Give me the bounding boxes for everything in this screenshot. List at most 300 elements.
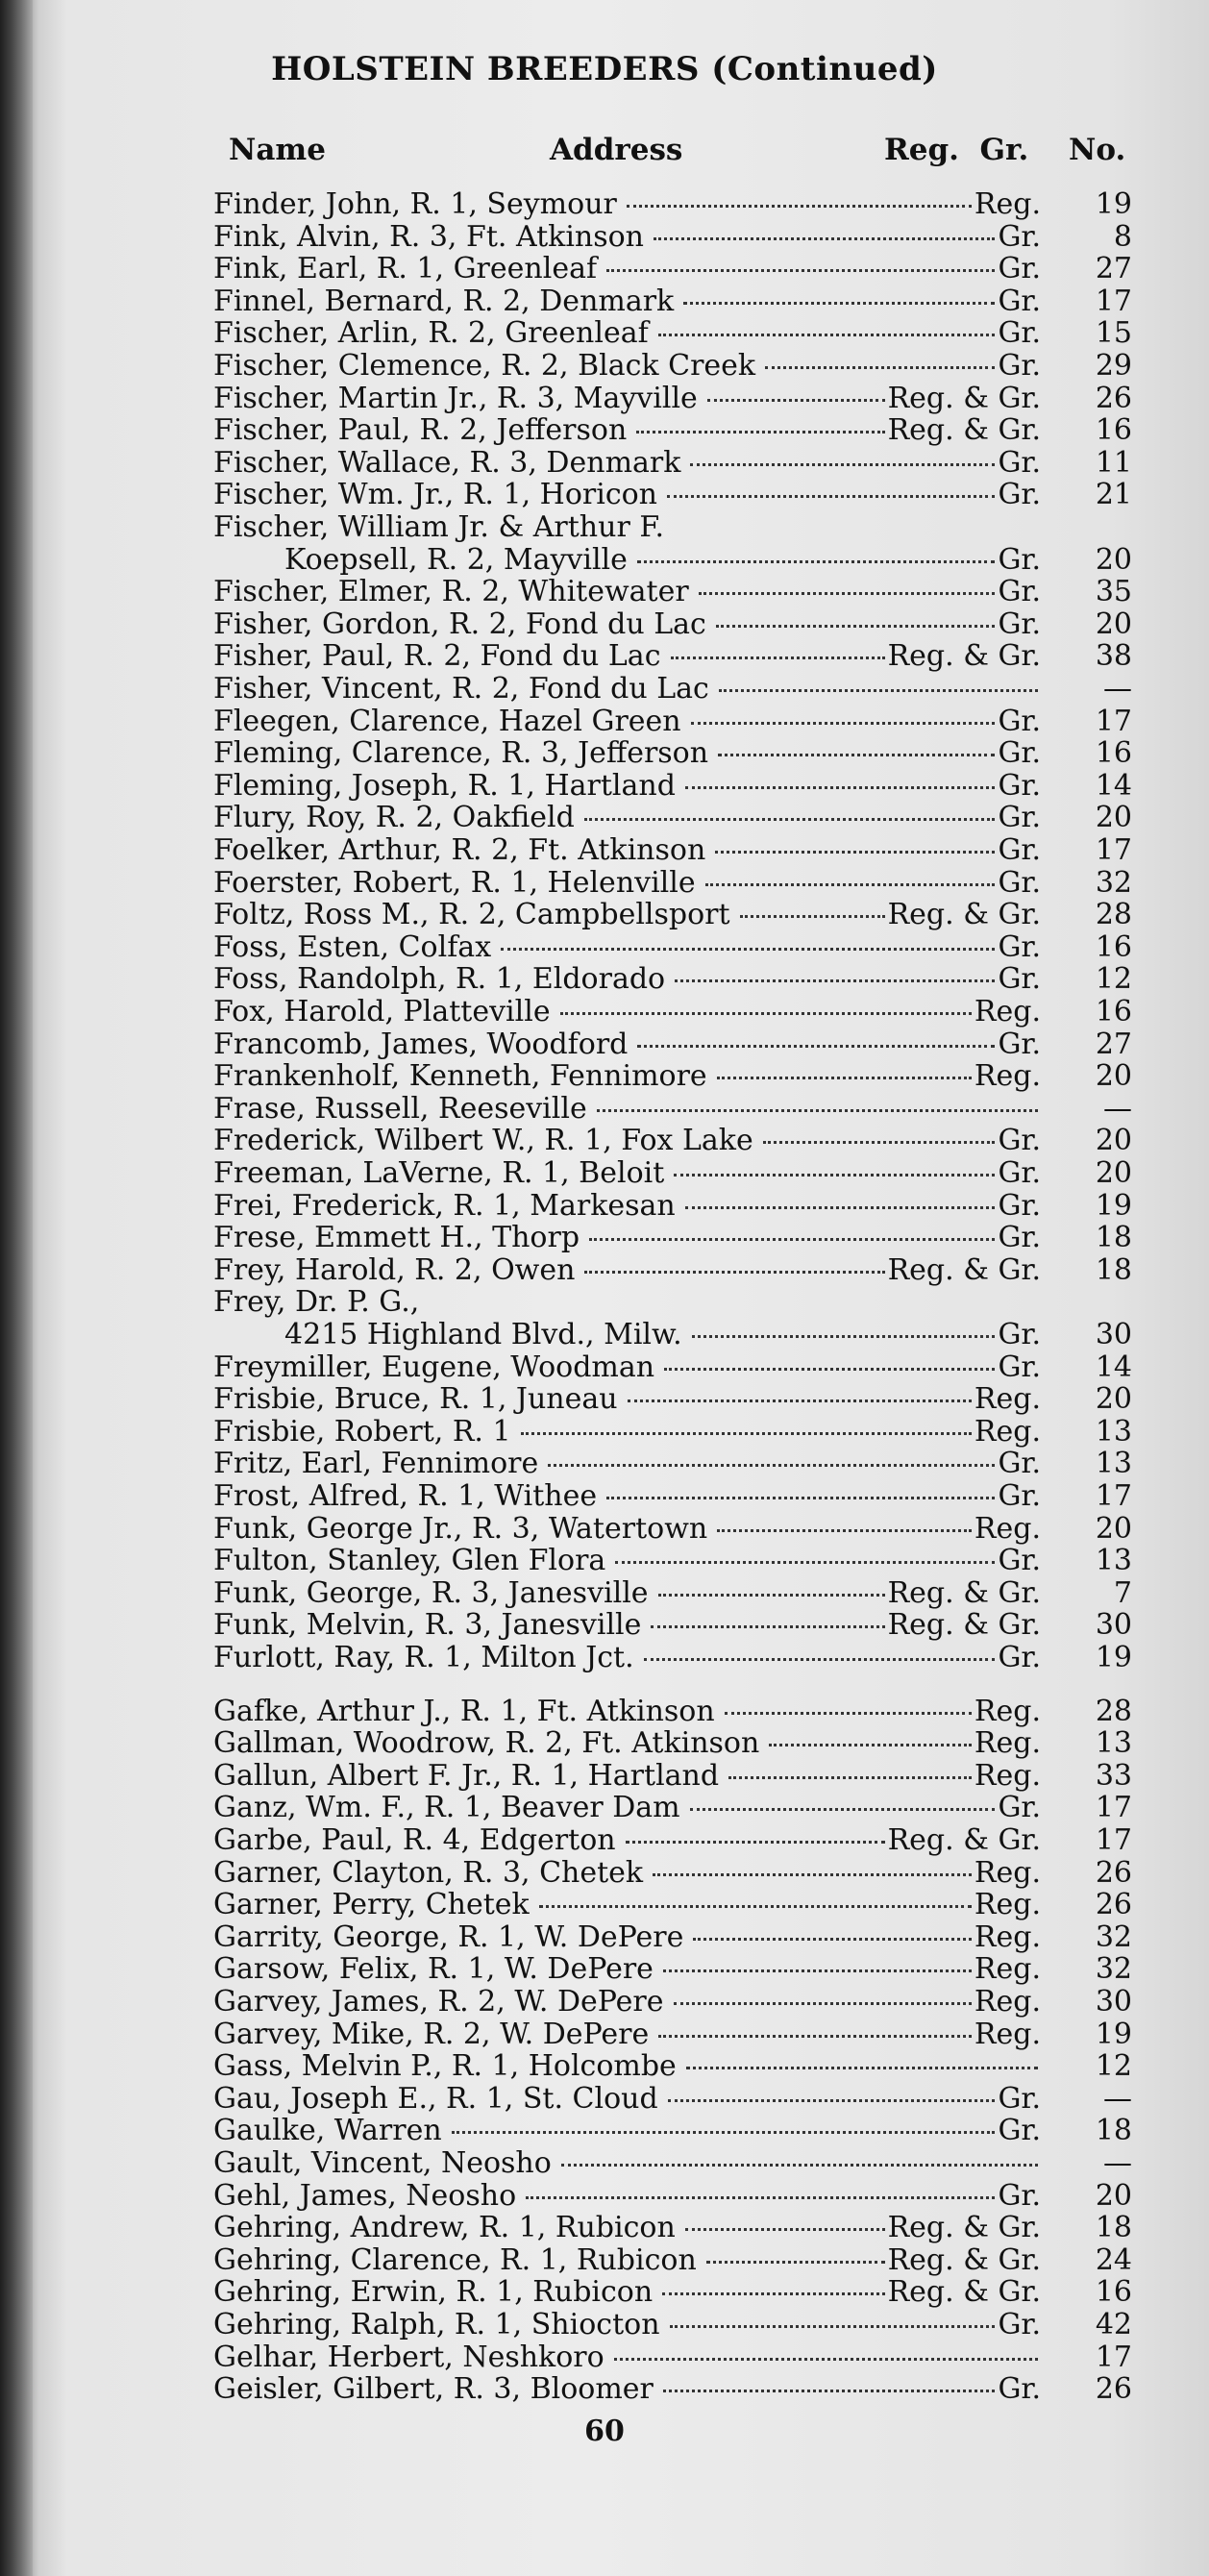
breeder-name-address: Gaulke, Warren: [213, 2114, 442, 2148]
entry-name-address: [213, 1028, 1041, 1061]
registration-type: Reg.: [974, 2017, 1041, 2051]
herd-number: 16: [1095, 2275, 1132, 2310]
breeder-name-address: Frey, Dr. P. G.,: [213, 1285, 420, 1320]
breeder-entry: [213, 1577, 1132, 1610]
entry-name-address: [213, 770, 1041, 803]
dot-leader: [725, 1712, 972, 1715]
breeder-entry: [213, 706, 1132, 738]
breeder-entry: [213, 1060, 1132, 1093]
entry-name-address: [213, 1792, 1041, 1824]
herd-number: 30: [1095, 1985, 1132, 2019]
registration-type: Gr.: [998, 1124, 1041, 1158]
registration-type: Gr.: [998, 316, 1041, 351]
entry-name-address: [213, 1545, 1041, 1577]
dot-leader: [686, 2067, 1038, 2069]
registration-type: Gr.: [998, 607, 1041, 641]
breeder-name-address: Fisher, Gordon, R. 2, Fond du Lac: [213, 607, 706, 641]
breeder-entry: [213, 963, 1132, 996]
dot-leader: [705, 883, 996, 886]
herd-number: 8: [1113, 219, 1132, 254]
herd-number: 20: [1095, 1156, 1132, 1190]
registration-type: Reg.: [974, 1888, 1041, 1922]
entry-name-address: [213, 1513, 1041, 1546]
breeder-name-address: Gau, Joseph E., R. 1, St. Cloud: [213, 2081, 658, 2116]
breeder-entry: [213, 2212, 1132, 2244]
dot-leader: [692, 1335, 996, 1338]
breeder-entry: [213, 2373, 1132, 2406]
entry-name-address: [213, 447, 1041, 480]
registration-type: Gr.: [998, 284, 1041, 318]
entry-name-address: [213, 2050, 1041, 2083]
dot-leader: [693, 1938, 972, 1941]
dot-leader: [769, 1744, 972, 1746]
herd-number: 32: [1095, 1920, 1132, 1954]
breeder-entry: [213, 253, 1132, 285]
breeder-name-address: Funk, Melvin, R. 3, Janesville: [213, 1608, 642, 1643]
breeder-name-address: Flury, Roy, R. 2, Oakfield: [213, 801, 575, 835]
breeder-name-address: Fischer, Arlin, R. 2, Greenleaf: [213, 316, 649, 351]
breeder-entry: [213, 544, 1132, 577]
breeder-entry: [213, 414, 1132, 447]
entry-name-address: [213, 1060, 1041, 1093]
breeder-entry: [213, 1760, 1132, 1793]
entry-name-address: [213, 414, 1041, 447]
entry-name-address: [213, 544, 1041, 577]
entry-name-address: [213, 1254, 1041, 1287]
entry-name-address: [213, 1727, 1041, 1760]
breeder-name-address: Fisher, Vincent, R. 2, Fond du Lac: [213, 672, 709, 706]
dot-leader: [691, 722, 996, 725]
breeder-name-address: Gehring, Ralph, R. 1, Shiocton: [213, 2308, 660, 2341]
dot-leader: [763, 1141, 996, 1144]
dot-leader: [674, 2002, 972, 2005]
dot-leader: [716, 625, 996, 628]
dot-leader: [654, 237, 995, 240]
registration-type: Reg. & Gr.: [887, 1575, 1041, 1610]
registration-type: Gr.: [998, 2308, 1041, 2341]
breeder-entry: [213, 447, 1132, 480]
registration-type: Reg.: [974, 1952, 1041, 1987]
dot-leader: [658, 334, 996, 336]
entry-name-address: [213, 1286, 1041, 1319]
breeder-name-address: Foss, Esten, Colfax: [213, 929, 492, 964]
dot-leader: [674, 1174, 995, 1177]
entry-name-address: [213, 1383, 1041, 1416]
dot-leader: [653, 1873, 972, 1876]
breeder-name-address: Fischer, Paul, R. 2, Jefferson: [213, 413, 628, 448]
herd-number: 20: [1095, 1382, 1132, 1417]
breeder-name-address: Garvey, Mike, R. 2, W. DePere: [213, 2017, 650, 2051]
herd-number: 20: [1095, 1059, 1132, 1094]
herd-number: 19: [1095, 2017, 1132, 2051]
registration-type: Gr.: [998, 962, 1041, 997]
herd-number: —: [1103, 2081, 1132, 2116]
entry-name-address: [213, 1642, 1041, 1674]
dot-leader: [452, 2131, 996, 2134]
herd-number: 14: [1095, 1350, 1132, 1384]
entry-name-address: [213, 221, 1041, 254]
herd-number: 26: [1095, 1855, 1132, 1890]
entry-name-address: [213, 2115, 1041, 2147]
entry-name-address: [213, 834, 1041, 867]
breeder-entry: [213, 1642, 1132, 1674]
entry-name-address: [213, 1093, 1041, 1126]
breeder-name-address: Gault, Vincent, Neosho: [213, 2146, 552, 2180]
dot-leader: [589, 1238, 995, 1241]
breeder-name-address: Gehring, Andrew, R. 1, Rubicon: [213, 2211, 676, 2245]
herd-number: 20: [1095, 1124, 1132, 1158]
dot-leader: [548, 1464, 995, 1467]
registration-type: Gr.: [998, 2081, 1041, 2116]
registration-type: Reg.: [974, 1382, 1041, 1417]
breeder-entry: [213, 1286, 1132, 1319]
breeder-name-address: Fleming, Joseph, R. 1, Hartland: [213, 768, 676, 803]
registration-type: Gr.: [998, 929, 1041, 964]
registration-type: Reg. & Gr.: [887, 2275, 1041, 2310]
breeder-entry: [213, 317, 1132, 350]
herd-number: 17: [1095, 1823, 1132, 1857]
registration-type: Gr.: [998, 2114, 1041, 2148]
breeder-entry: [213, 640, 1132, 673]
breeder-entry: [213, 1190, 1132, 1223]
registration-type: Gr.: [998, 1156, 1041, 1190]
breeder-entry: [213, 2309, 1132, 2341]
herd-number: 13: [1095, 1414, 1132, 1449]
entry-name-address: [213, 640, 1041, 673]
entry-name-address: [213, 899, 1041, 931]
dot-leader: [526, 2196, 995, 2199]
dot-leader: [670, 2325, 996, 2328]
dot-leader: [706, 2261, 885, 2264]
breeder-name-address: Foss, Randolph, R. 1, Eldorado: [213, 962, 666, 997]
herd-number: 29: [1095, 349, 1132, 383]
entry-name-address: [213, 285, 1041, 318]
page-number: 60: [584, 2415, 625, 2448]
dot-leader: [501, 948, 995, 951]
herd-number: 28: [1095, 898, 1132, 932]
dot-leader: [521, 1432, 972, 1435]
registration-type: Reg.: [974, 1985, 1041, 2019]
registration-type: Gr.: [998, 704, 1041, 738]
herd-number: 18: [1095, 2211, 1132, 2245]
breeder-name-address: Fischer, Martin Jr., R. 3, Mayville: [213, 381, 698, 415]
dot-leader: [728, 1776, 972, 1779]
breeder-entry: [213, 996, 1132, 1028]
entry-name-address: [213, 996, 1041, 1028]
registration-type: Gr.: [998, 1479, 1041, 1513]
dot-leader: [561, 2164, 1038, 2167]
herd-number: 19: [1095, 1641, 1132, 1674]
entry-name-address: [213, 1448, 1041, 1480]
herd-number: 18: [1095, 2114, 1132, 2148]
dot-leader: [662, 2292, 884, 2295]
herd-number: 17: [1095, 704, 1132, 738]
registration-type: Reg.: [974, 995, 1041, 1028]
registration-type: Gr.: [998, 1641, 1041, 1674]
breeder-entry: [213, 479, 1132, 511]
entry-name-address: [213, 576, 1041, 608]
breeder-name-address: Garsow, Felix, R. 1, W. DePere: [213, 1952, 654, 1987]
registration-type: Gr.: [998, 219, 1041, 254]
entry-name-address: [213, 2244, 1041, 2277]
registration-type: Reg.: [974, 1414, 1041, 1449]
registration-type: Reg. & Gr.: [887, 381, 1041, 415]
breeder-entry: [213, 867, 1132, 900]
herd-number: 13: [1095, 1726, 1132, 1761]
registration-type: Gr.: [998, 252, 1041, 286]
registration-type: Gr.: [998, 768, 1041, 803]
breeder-entry: [213, 608, 1132, 641]
breeder-name-address: Foelker, Arthur, R. 2, Ft. Atkinson: [213, 833, 706, 867]
entry-name-address: [213, 350, 1041, 383]
herd-number: 11: [1095, 445, 1132, 480]
herd-number: 13: [1095, 1544, 1132, 1578]
herd-number: 16: [1095, 995, 1132, 1028]
dot-leader: [719, 689, 1038, 692]
column-header-reg-gr: Reg. Gr.: [884, 133, 1029, 167]
breeder-name-address: Fleming, Clarence, R. 3, Jefferson: [213, 736, 709, 771]
herd-number: 18: [1095, 1221, 1132, 1255]
breeder-name-address: Fleegen, Clarence, Hazel Green: [213, 704, 681, 738]
entry-name-address: [213, 2212, 1041, 2244]
dot-leader: [615, 1561, 995, 1564]
entry-name-address: [213, 963, 1041, 996]
breeder-name-address: Freeman, LaVerne, R. 1, Beloit: [213, 1156, 665, 1190]
breeder-entry: [213, 737, 1132, 770]
breeder-entry: [213, 1480, 1132, 1513]
dot-leader: [717, 1077, 972, 1079]
registration-type: Reg. & Gr.: [887, 1252, 1041, 1287]
entry-name-address: [213, 2276, 1041, 2309]
breeder-name-address: Frankenholf, Kenneth, Fennimore: [213, 1059, 707, 1094]
breeder-name-address: 4215 Highland Blvd., Milw.: [284, 1318, 682, 1351]
dot-leader: [658, 2035, 972, 2038]
breeder-entry: [213, 673, 1132, 706]
breeder-name-address: Gehring, Erwin, R. 1, Rubicon: [213, 2275, 654, 2310]
registration-type: Gr.: [998, 2372, 1041, 2407]
breeder-name-address: Fischer, Wm. Jr., R. 1, Horicon: [213, 478, 657, 512]
herd-number: 19: [1095, 187, 1132, 221]
entry-name-address: [213, 2341, 1041, 2374]
dot-leader: [626, 1841, 885, 1844]
herd-number: 24: [1095, 2242, 1132, 2277]
dot-leader: [690, 1808, 996, 1811]
breeder-name-address: Frederick, Wilbert W., R. 1, Fox Lake: [213, 1124, 753, 1158]
herd-number: 26: [1095, 381, 1132, 415]
breeder-entry: [213, 1921, 1132, 1954]
registration-type: Reg. & Gr.: [887, 639, 1041, 674]
breeder-entry: [213, 1545, 1132, 1577]
entry-name-address: [213, 2147, 1041, 2180]
registration-type: Gr.: [998, 1188, 1041, 1223]
registration-type: Reg.: [974, 1920, 1041, 1954]
breeder-name-address: Gallman, Woodrow, R. 2, Ft. Atkinson: [213, 1726, 760, 1761]
herd-number: 32: [1095, 865, 1132, 900]
dot-leader: [667, 495, 995, 498]
breeder-entry: [213, 1254, 1132, 1287]
breeder-entry: [213, 1953, 1132, 1986]
dot-leader: [663, 1969, 972, 1972]
dot-leader: [658, 1594, 885, 1597]
breeder-entry: [213, 1383, 1132, 1416]
breeder-entry: [213, 2115, 1132, 2147]
column-header-name: Name: [229, 133, 326, 167]
dot-leader: [715, 851, 995, 854]
dot-leader: [606, 1497, 995, 1499]
breeder-name-address: Fischer, William Jr. & Arthur F.: [213, 510, 664, 544]
entry-name-address: [213, 1760, 1041, 1793]
breeder-entry: [213, 511, 1132, 544]
breeder-entry: [213, 2019, 1132, 2051]
entry-name-address: [213, 673, 1041, 706]
entry-name-address: [213, 1125, 1041, 1157]
registration-type: Reg.: [974, 187, 1041, 221]
column-header-address: Address: [550, 133, 683, 167]
herd-number: 26: [1095, 2372, 1132, 2407]
breeder-entry: [213, 802, 1132, 834]
herd-number: 30: [1095, 1318, 1132, 1351]
entry-name-address: [213, 1609, 1041, 1642]
breeder-entry: [213, 1824, 1132, 1857]
breeder-name-address: Francomb, James, Woodford: [213, 1027, 629, 1061]
herd-number: 42: [1095, 2308, 1132, 2341]
herd-number: 33: [1095, 1758, 1132, 1793]
registration-type: Gr.: [998, 349, 1041, 383]
breeder-name-address: Frei, Frederick, R. 1, Markesan: [213, 1188, 676, 1223]
herd-number: 35: [1095, 575, 1132, 609]
breeder-name-address: Frase, Russell, Reeseville: [213, 1091, 587, 1126]
breeder-entry: [213, 899, 1132, 931]
registration-type: Reg.: [974, 1758, 1041, 1793]
column-header-number: No.: [1069, 133, 1126, 167]
breeder-name-address: Fritz, Earl, Fennimore: [213, 1447, 539, 1481]
registration-type: Gr.: [998, 1318, 1041, 1351]
herd-number: 17: [1095, 1479, 1132, 1513]
breeder-entry: [213, 1889, 1132, 1921]
registration-type: Reg.: [974, 1694, 1041, 1728]
herd-number: 13: [1095, 1447, 1132, 1481]
registration-type: Gr.: [998, 2178, 1041, 2213]
herd-number: 20: [1095, 542, 1132, 577]
herd-number: 32: [1095, 1952, 1132, 1987]
herd-number: 14: [1095, 768, 1132, 803]
breeder-entry: [213, 1609, 1132, 1642]
entry-name-address: [213, 383, 1041, 415]
registration-type: Reg.: [974, 1726, 1041, 1761]
breeder-name-address: Gelhar, Herbert, Neshkoro: [213, 2340, 604, 2374]
entry-name-address: [213, 1921, 1041, 1954]
breeder-entry: [213, 1448, 1132, 1480]
breeder-entry: [213, 383, 1132, 415]
dot-leader: [685, 2228, 885, 2231]
page-title: HOLSTEIN BREEDERS (Continued): [271, 50, 938, 88]
herd-number: 16: [1095, 929, 1132, 964]
registration-type: Gr.: [998, 445, 1041, 480]
breeder-entry: [213, 1792, 1132, 1824]
breeder-name-address: Fischer, Wallace, R. 3, Denmark: [213, 445, 681, 480]
breeder-entry: [213, 1727, 1132, 1760]
breeder-name-address: Freymiller, Eugene, Woodman: [213, 1350, 655, 1384]
breeder-entry: [213, 576, 1132, 608]
dot-leader: [765, 366, 995, 369]
dot-leader: [627, 205, 972, 208]
breeder-entry: [213, 2180, 1132, 2213]
entry-name-address: [213, 2309, 1041, 2341]
dot-leader: [671, 656, 885, 659]
breeder-name-address: Fulton, Stanley, Glen Flora: [213, 1544, 606, 1578]
herd-number: 19: [1095, 1188, 1132, 1223]
dot-leader: [699, 592, 996, 595]
herd-number: 20: [1095, 1511, 1132, 1546]
entry-name-address: [213, 2180, 1041, 2213]
breeder-name-address: Funk, George Jr., R. 3, Watertown: [213, 1511, 708, 1546]
breeder-entry: [213, 1696, 1132, 1728]
breeder-entry: [213, 1157, 1132, 1190]
entry-name-address: [213, 1480, 1041, 1513]
entry-name-address: [213, 2019, 1041, 2051]
entry-name-address: [213, 253, 1041, 285]
registration-type: Gr.: [998, 833, 1041, 867]
breeder-name-address: Fischer, Clemence, R. 2, Black Creek: [213, 349, 756, 383]
registration-type: Gr.: [998, 1027, 1041, 1061]
dot-leader: [717, 1529, 972, 1532]
breeder-entry: [213, 2050, 1132, 2083]
registration-type: Gr.: [998, 736, 1041, 771]
page-binding-edge: [0, 0, 33, 2576]
herd-number: 20: [1095, 801, 1132, 835]
registration-type: Reg.: [974, 1855, 1041, 1890]
breeder-name-address: Funk, George, R. 3, Janesville: [213, 1575, 649, 1610]
breeder-entry: [213, 2276, 1132, 2309]
dot-leader: [606, 269, 995, 272]
breeder-name-address: Frisbie, Robert, R. 1: [213, 1414, 511, 1449]
dot-leader: [683, 302, 995, 305]
entry-name-address: [213, 317, 1041, 350]
dot-leader: [651, 1625, 884, 1628]
registration-type: Reg. & Gr.: [887, 1823, 1041, 1857]
registration-type: Gr.: [998, 1350, 1041, 1384]
dot-leader: [707, 399, 885, 402]
breeder-name-address: Fischer, Elmer, R. 2, Whitewater: [213, 575, 689, 609]
dot-leader: [584, 818, 996, 821]
herd-number: 30: [1095, 1608, 1132, 1643]
entry-name-address: [213, 2373, 1041, 2406]
breeder-name-address: Garner, Clayton, R. 3, Chetek: [213, 1855, 644, 1890]
breeder-entry: [213, 285, 1132, 318]
dot-leader: [685, 786, 996, 789]
breeder-entry: [213, 221, 1132, 254]
herd-number: 16: [1095, 413, 1132, 448]
dot-leader: [637, 1045, 995, 1048]
breeder-name-address: Fink, Alvin, R. 3, Ft. Atkinson: [213, 219, 645, 254]
herd-number: 26: [1095, 1888, 1132, 1922]
entry-name-address: [213, 608, 1041, 641]
breeder-name-address: Frese, Emmett H., Thorp: [213, 1221, 580, 1255]
breeder-name-address: Geisler, Gilbert, R. 3, Bloomer: [213, 2372, 654, 2407]
entry-name-address: [213, 2083, 1041, 2116]
breeder-entry: [213, 2083, 1132, 2116]
entry-name-address: [213, 1351, 1041, 1384]
herd-number: 27: [1095, 1027, 1132, 1061]
entry-name-address: [213, 867, 1041, 900]
dot-leader: [539, 1905, 972, 1908]
herd-number: 28: [1095, 1694, 1132, 1728]
herd-number: —: [1103, 672, 1132, 706]
entry-name-address: [213, 1696, 1041, 1728]
breeder-entry: [213, 1986, 1132, 2019]
entry-name-address: [213, 1190, 1041, 1223]
dot-leader: [560, 1012, 972, 1015]
